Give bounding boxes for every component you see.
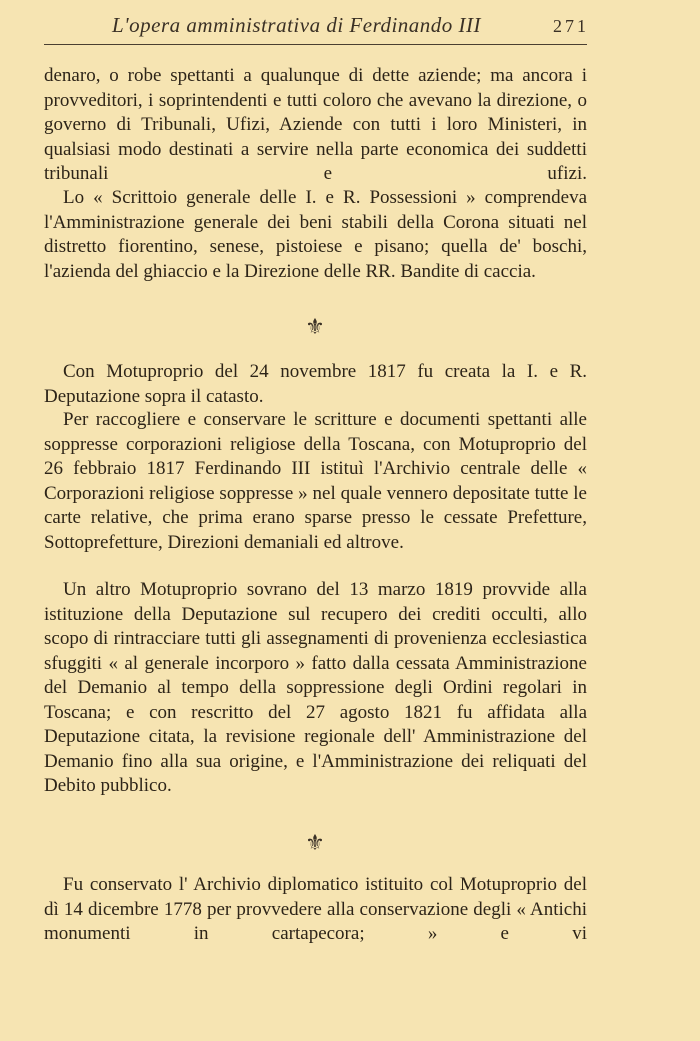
paragraph-5-text: Un altro Motuproprio sovrano del 13 marzo 1819 provvide alla istituzione della Deputazione sul recupero dei crediti occulti, allo scopo di rintracciare tutti gli assegnamenti di provenienza ecclesiastica sfuggiti « al generale incorporo » fatto dalla cessata Amministrazione del Demanio al tempo della soppressione degli Ordini regolari in Toscana; e con rescritto del 27 agosto 1821 fu affidata alla Deputazione citata, la revisione regionale dell' Amministrazione del Demanio fino alla sua origine, e l'Amministrazione dei reliquati del Debito pubblico. bbox=[44, 579, 587, 796]
paragraph-4-text: Per raccogliere e conservare le scritture e documenti spettanti alle soppresse corporazioni religiose della Toscana, con Motuproprio del 26 febbraio 1817 Ferdinando III istituì l'Archivio centrale delle « Corporazioni religiose soppresse » nel quale vennero depositate tutte le carte relative, che prima erano sparse presso le cessate Prefetture, Sottoprefetture, Direzioni demaniali ed altrove. bbox=[44, 409, 587, 553]
paragraph-1-text: denaro, o robe spettanti a qualunque di dette aziende; ma ancora i provveditori, i soprintendenti e tutti coloro che avevano la direzione, o governo di Tribunali, Ufizi, Aziende con tutti i loro Ministeri, in qualsiasi modo destinati a servire nella parte economica dei suddetti tribunali e ufizi. bbox=[44, 65, 587, 184]
paragraph-deputazione-crediti bbox=[44, 578, 587, 799]
paragraph-3-text: Con Motuproprio del 24 novembre 1817 fu creata la I. e R. Deputazione sopra il catasto. bbox=[44, 361, 587, 407]
paragraph-6-text: Fu conservato l' Archivio diplomatico istituito col Motuproprio del dì 14 dicembre 1778 per provvedere alla conservazione degli « Antichi monumenti in cartapecora; » e vi bbox=[44, 874, 587, 944]
fleur-de-lis-ornament-icon: ⚜ bbox=[305, 314, 325, 339]
paragraph-2-text: Lo « Scrittoio generale delle I. e R. Possessioni » comprendeva l'Amministrazione generale dei beni stabili della Corona situati nel distretto fiorentino, senese, pistoiese e pisano; quella de' boschi, l'azienda del ghiaccio e la Direzione delle RR. Bandite di caccia. bbox=[44, 187, 587, 282]
fleur-de-lis-ornament-icon: ⚜ bbox=[305, 830, 325, 855]
header-rule bbox=[44, 44, 587, 45]
page-number: 271 bbox=[553, 16, 589, 36]
running-head bbox=[0, 10, 700, 40]
paragraph-archivio-diplomatico bbox=[44, 873, 587, 947]
paragraph-scrittoio bbox=[44, 186, 587, 284]
paragraph-archivio-centrale bbox=[44, 408, 587, 555]
paragraph-continuation bbox=[44, 64, 587, 187]
running-head-title: L'opera amministrativa di Ferdinando III bbox=[112, 13, 482, 37]
paragraph-catasto bbox=[44, 360, 587, 409]
